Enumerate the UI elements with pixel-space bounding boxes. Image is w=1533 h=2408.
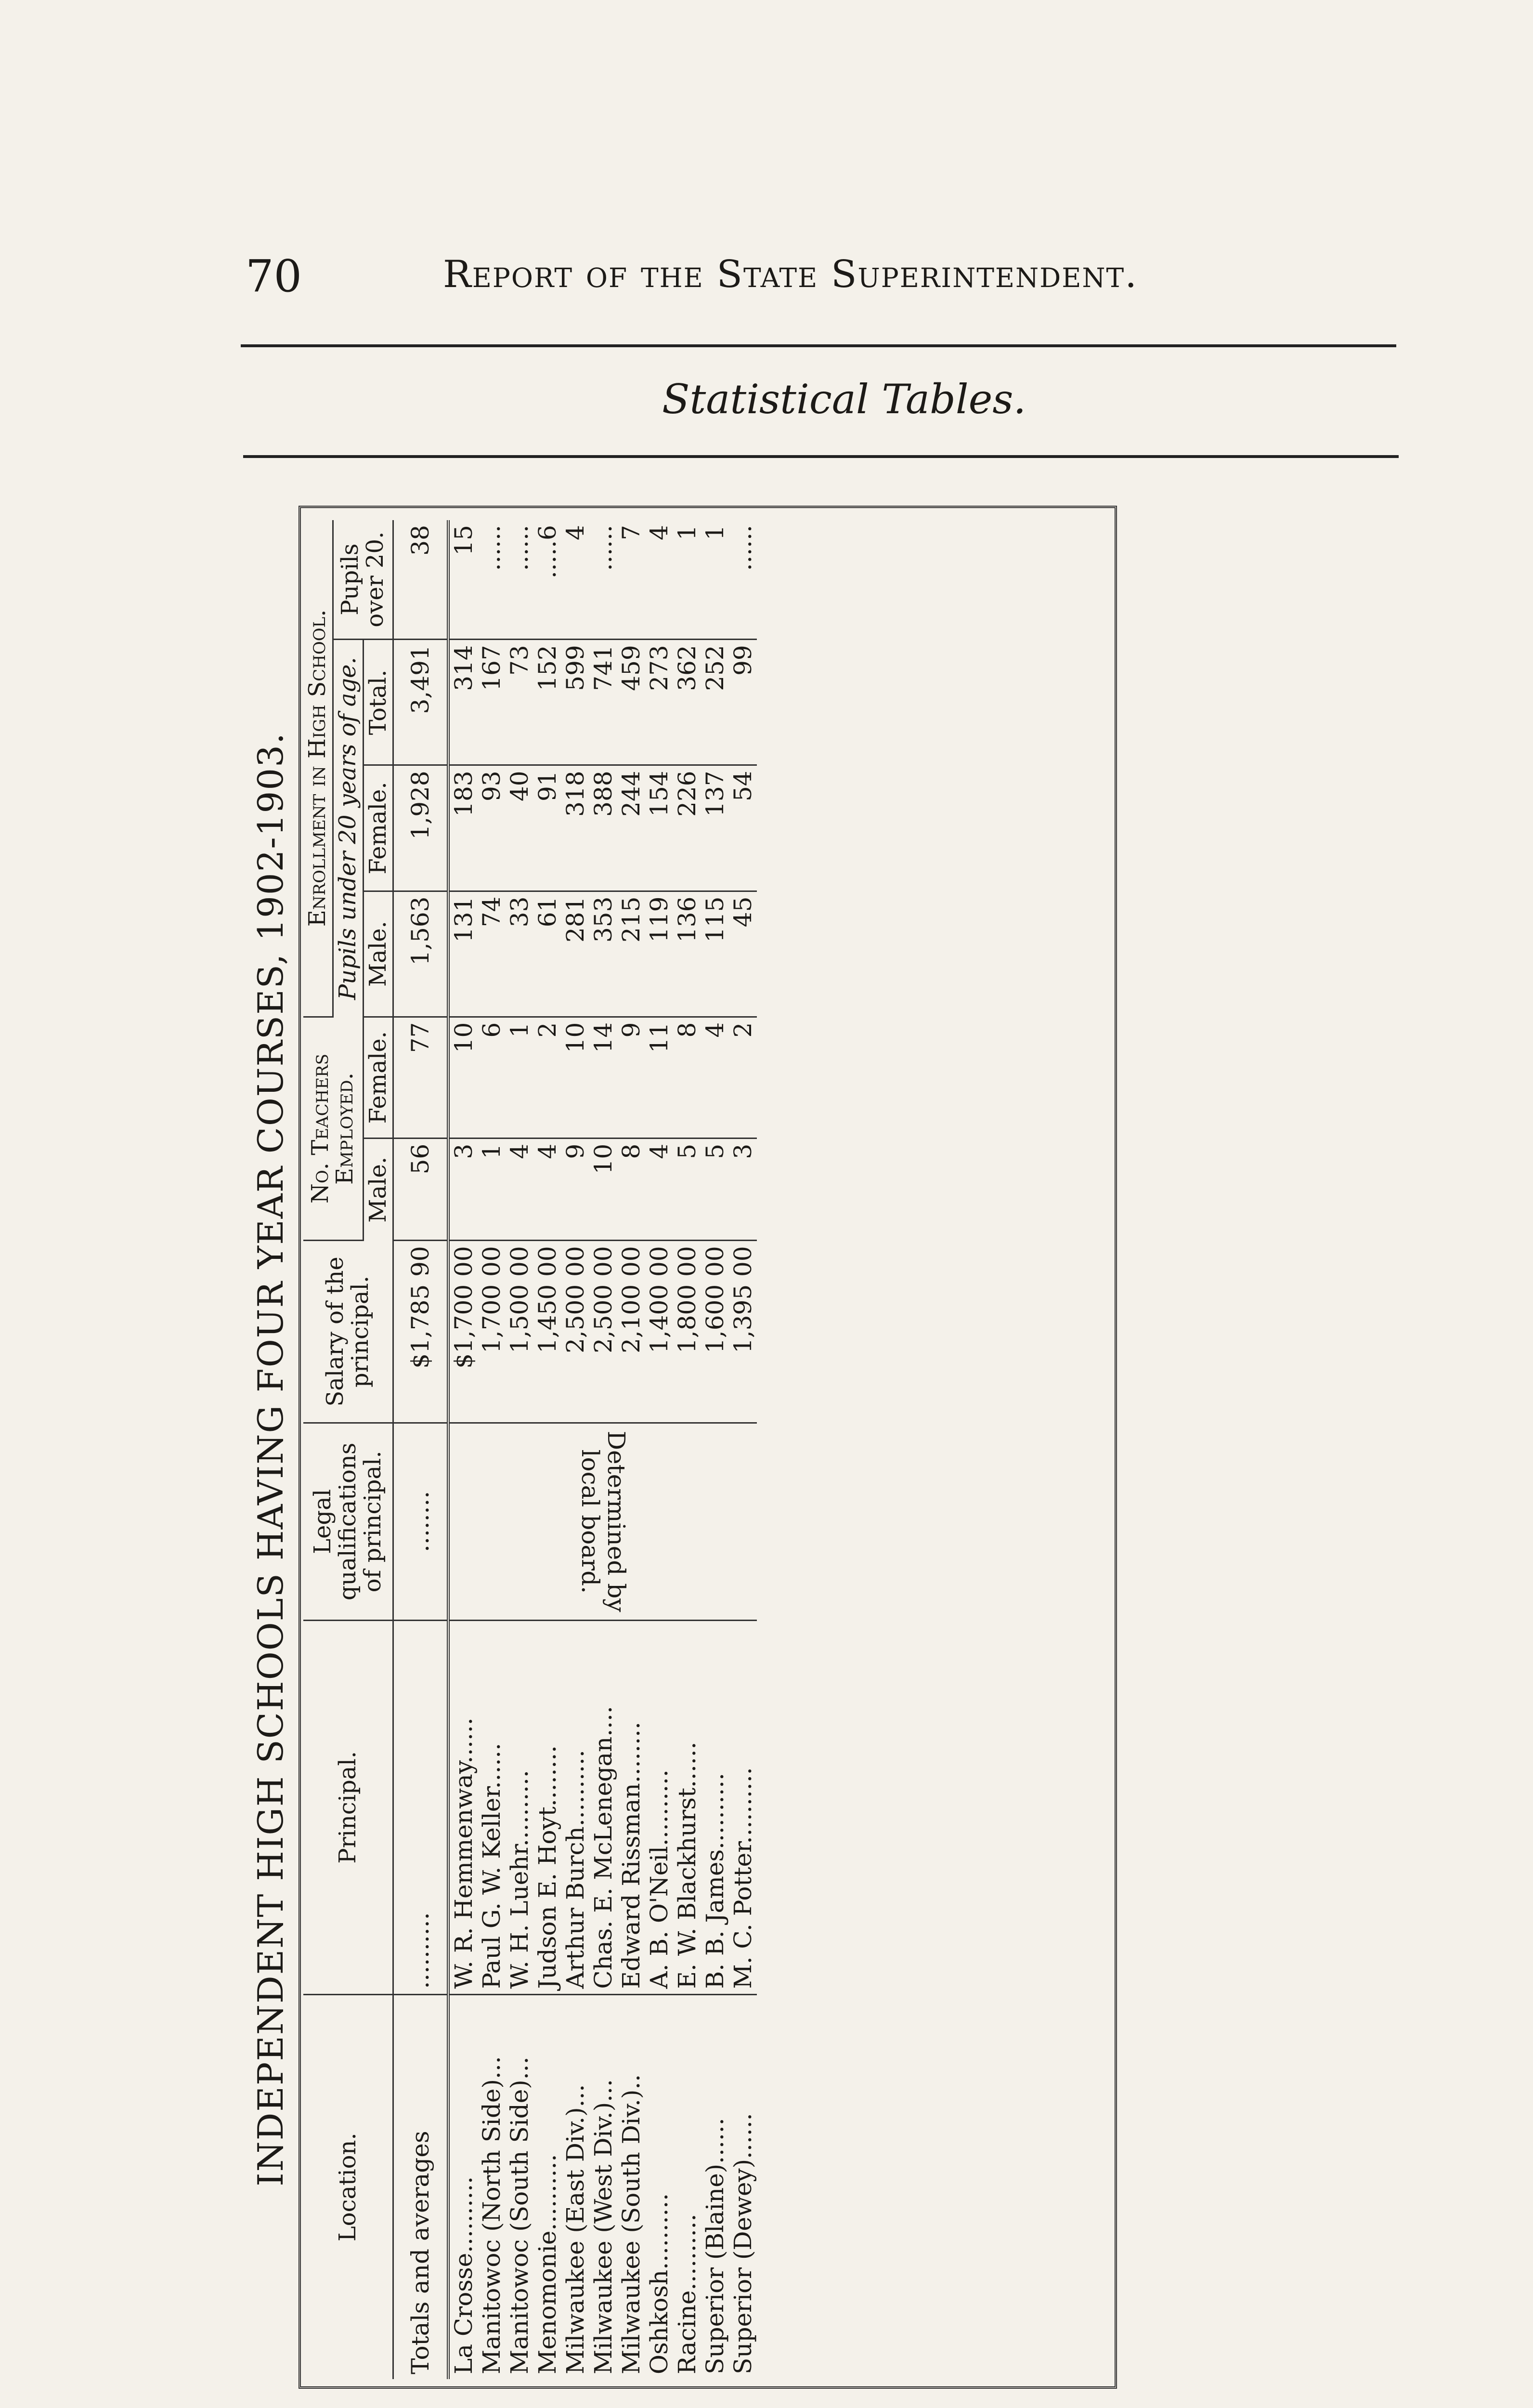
column-header-teachers: No. Teachers Employed. [303, 1017, 363, 1241]
row-salary: 1,700 00 [478, 1241, 506, 1423]
row-teachers-female: 2 [729, 1017, 757, 1138]
row-teachers-male: 8 [617, 1138, 645, 1241]
row-location: Manitowoc (North Side)... [478, 2056, 506, 2374]
row-principal: E. W. Blackhurst...... [673, 1621, 701, 1994]
totals-teachers-male: 56 [393, 1138, 449, 1241]
row-location: Racine.......... [673, 2213, 702, 2374]
column-header-over20: Pupils over 20. [333, 520, 393, 640]
row-teachers-male: 3 [448, 1138, 478, 1241]
totals-pupils-total: 3,491 [393, 640, 449, 765]
row-pupils-female: 244 [617, 765, 645, 891]
row-principal: W. H. Luehr.......... [506, 1621, 533, 1994]
row-location: Menomonie.......... [533, 2154, 562, 2374]
row-pupils-female: 91 [533, 765, 561, 891]
row-location: Milwaukee (East Div.)... [561, 2084, 590, 2374]
column-header-location: Location. [303, 1994, 393, 2379]
row-pupils-male: 215 [617, 891, 645, 1017]
row-teachers-male: 5 [701, 1138, 729, 1241]
row-principal: Judson E. Hoyt........ [533, 1621, 561, 1994]
column-header-teachers-female: Female. [363, 1017, 393, 1138]
row-principal: A. B. O'Neil.......... [645, 1621, 673, 1994]
running-head: Report of the State Superintendent. [443, 253, 1138, 296]
row-over20: ...... [506, 520, 533, 640]
row-teachers-male: 4 [506, 1138, 533, 1241]
column-header-qualifications: Legal qualifications of principal. [303, 1423, 393, 1621]
row-teachers-male: 4 [533, 1138, 561, 1241]
row-teachers-female: 9 [617, 1017, 645, 1138]
row-teachers-female: 6 [478, 1017, 506, 1138]
row-principal: B. B. James.......... [701, 1621, 729, 1994]
header-rule [243, 455, 1399, 458]
row-location: Oshkosh.......... [645, 2193, 674, 2374]
row-pupils-total: 459 [617, 640, 645, 765]
row-pupils-female: 40 [506, 765, 533, 891]
row-pupils-male: 33 [506, 891, 533, 1017]
totals-salary: $1,785 90 [393, 1241, 449, 1423]
rotated-table-container [241, 496, 1204, 2408]
row-over20: 4 [561, 520, 589, 640]
row-pupils-total: 314 [448, 640, 478, 765]
row-teachers-male: 3 [729, 1138, 757, 1241]
header-rule [241, 344, 1396, 347]
totals-qualifications: ........ [393, 1423, 449, 1621]
row-pupils-male: 136 [673, 891, 701, 1017]
row-salary: $1,700 00 [448, 1241, 478, 1423]
row-over20: ...... [589, 520, 617, 640]
row-location: Milwaukee (South Div.).. [617, 2074, 646, 2374]
row-pupils-male: 281 [561, 891, 589, 1017]
row-pupils-male: 61 [533, 891, 561, 1017]
row-salary: 2,500 00 [561, 1241, 589, 1423]
row-pupils-total: 167 [478, 640, 506, 765]
row-over20: 15 [448, 520, 478, 640]
row-pupils-female: 388 [589, 765, 617, 891]
row-salary: 1,450 00 [533, 1241, 561, 1423]
row-pupils-total: 362 [673, 640, 701, 765]
table-title: INDEPENDENT HIGH SCHOOLS HAVING FOUR YEAR COURSES, 1902-1903. [250, 732, 291, 2186]
row-teachers-female: 10 [448, 1017, 478, 1138]
row-over20: ...... [729, 520, 757, 640]
row-pupils-female: 226 [673, 765, 701, 891]
row-location: Superior (Dewey)...... [729, 2113, 757, 2374]
row-pupils-female: 154 [645, 765, 673, 891]
page-number: 70 [246, 250, 302, 302]
row-pupils-total: 599 [561, 640, 589, 765]
row-over20: 1 [673, 520, 701, 640]
column-header-pupils-total: Total. [363, 640, 393, 765]
row-over20: 4 [645, 520, 673, 640]
totals-over20: 38 [393, 520, 449, 640]
statistics-table [303, 520, 757, 2379]
row-salary: 1,600 00 [701, 1241, 729, 1423]
totals-teachers-female: 77 [393, 1017, 449, 1138]
totals-pupils-female: 1,928 [393, 765, 449, 891]
row-teachers-female: 4 [701, 1017, 729, 1138]
row-principal: Edward Rissman........ [617, 1621, 645, 1994]
row-teachers-female: 11 [645, 1017, 673, 1138]
qualification-note: Determined by local board. [576, 1431, 631, 1612]
column-header-enrollment: Enrollment in High School. [303, 520, 333, 1017]
row-teachers-male: 10 [589, 1138, 617, 1241]
row-principal: W. R. Hemmenway...... [448, 1621, 478, 1994]
row-location: La Crosse.......... [450, 2176, 478, 2374]
row-principal: M. C. Potter.......... [729, 1621, 757, 1994]
row-salary: 2,100 00 [617, 1241, 645, 1423]
column-header-principal: Principal. [303, 1621, 393, 1994]
column-header-pupils-female: Female. [363, 765, 393, 891]
row-pupils-total: 273 [645, 640, 673, 765]
row-pupils-female: 54 [729, 765, 757, 891]
row-pupils-total: 73 [506, 640, 533, 765]
column-header-salary: Salary of the principal. [303, 1241, 393, 1423]
row-teachers-female: 8 [673, 1017, 701, 1138]
totals-row [393, 520, 449, 2379]
row-teachers-female: 14 [589, 1017, 617, 1138]
row-salary: 1,800 00 [673, 1241, 701, 1423]
row-teachers-male: 5 [673, 1138, 701, 1241]
section-title: Statistical Tables. [662, 376, 1026, 423]
row-principal: Chas. E. McLenegan.... [589, 1621, 617, 1994]
column-header-under20: Pupils under 20 years of age. [333, 640, 363, 1017]
row-teachers-male: 9 [561, 1138, 589, 1241]
row-teachers-male: 1 [478, 1138, 506, 1241]
row-pupils-male: 115 [701, 891, 729, 1017]
row-location: Superior (Blaine)...... [701, 2118, 729, 2374]
row-pupils-total: 152 [533, 640, 561, 765]
row-pupils-male: 353 [589, 891, 617, 1017]
row-over20: ...... [478, 520, 506, 640]
totals-leader: .......... [393, 1621, 449, 1994]
row-pupils-male: 74 [478, 891, 506, 1017]
row-pupils-total: 741 [589, 640, 617, 765]
row-pupils-female: 318 [561, 765, 589, 891]
row-pupils-male: 131 [448, 891, 478, 1017]
row-location: Manitowoc (South Side)... [506, 2056, 534, 2374]
totals-pupils-male: 1,563 [393, 891, 449, 1017]
row-principal: Arthur Burch.......... [561, 1621, 589, 1994]
row-pupils-male: 45 [729, 891, 757, 1017]
row-teachers-female: 2 [533, 1017, 561, 1138]
row-teachers-female: 10 [561, 1017, 589, 1138]
totals-label: Totals and averages [393, 1994, 449, 2379]
row-pupils-female: 137 [701, 765, 729, 891]
row-pupils-total: 252 [701, 640, 729, 765]
column-header-teachers-male: Male. [363, 1138, 393, 1241]
row-salary: 1,400 00 [645, 1241, 673, 1423]
row-over20: .....6 [533, 520, 561, 640]
row-pupils-male: 119 [645, 891, 673, 1017]
row-teachers-female: 1 [506, 1017, 533, 1138]
row-pupils-female: 183 [448, 765, 478, 891]
row-salary: 2,500 00 [589, 1241, 617, 1423]
row-principal: Paul G. W. Keller...... [478, 1621, 506, 1994]
qualification-note-cell [448, 1423, 757, 1621]
row-location: Milwaukee (West Div.)... [589, 2079, 618, 2374]
row-salary: 1,395 00 [729, 1241, 757, 1423]
page-header [0, 0, 1533, 482]
column-header-pupils-male: Male. [363, 891, 393, 1017]
row-pupils-female: 93 [478, 765, 506, 891]
table-row [448, 520, 478, 2379]
row-salary: 1,500 00 [506, 1241, 533, 1423]
row-over20: 1 [701, 520, 729, 640]
row-pupils-total: 99 [729, 640, 757, 765]
row-teachers-male: 4 [645, 1138, 673, 1241]
row-over20: 7 [617, 520, 645, 640]
